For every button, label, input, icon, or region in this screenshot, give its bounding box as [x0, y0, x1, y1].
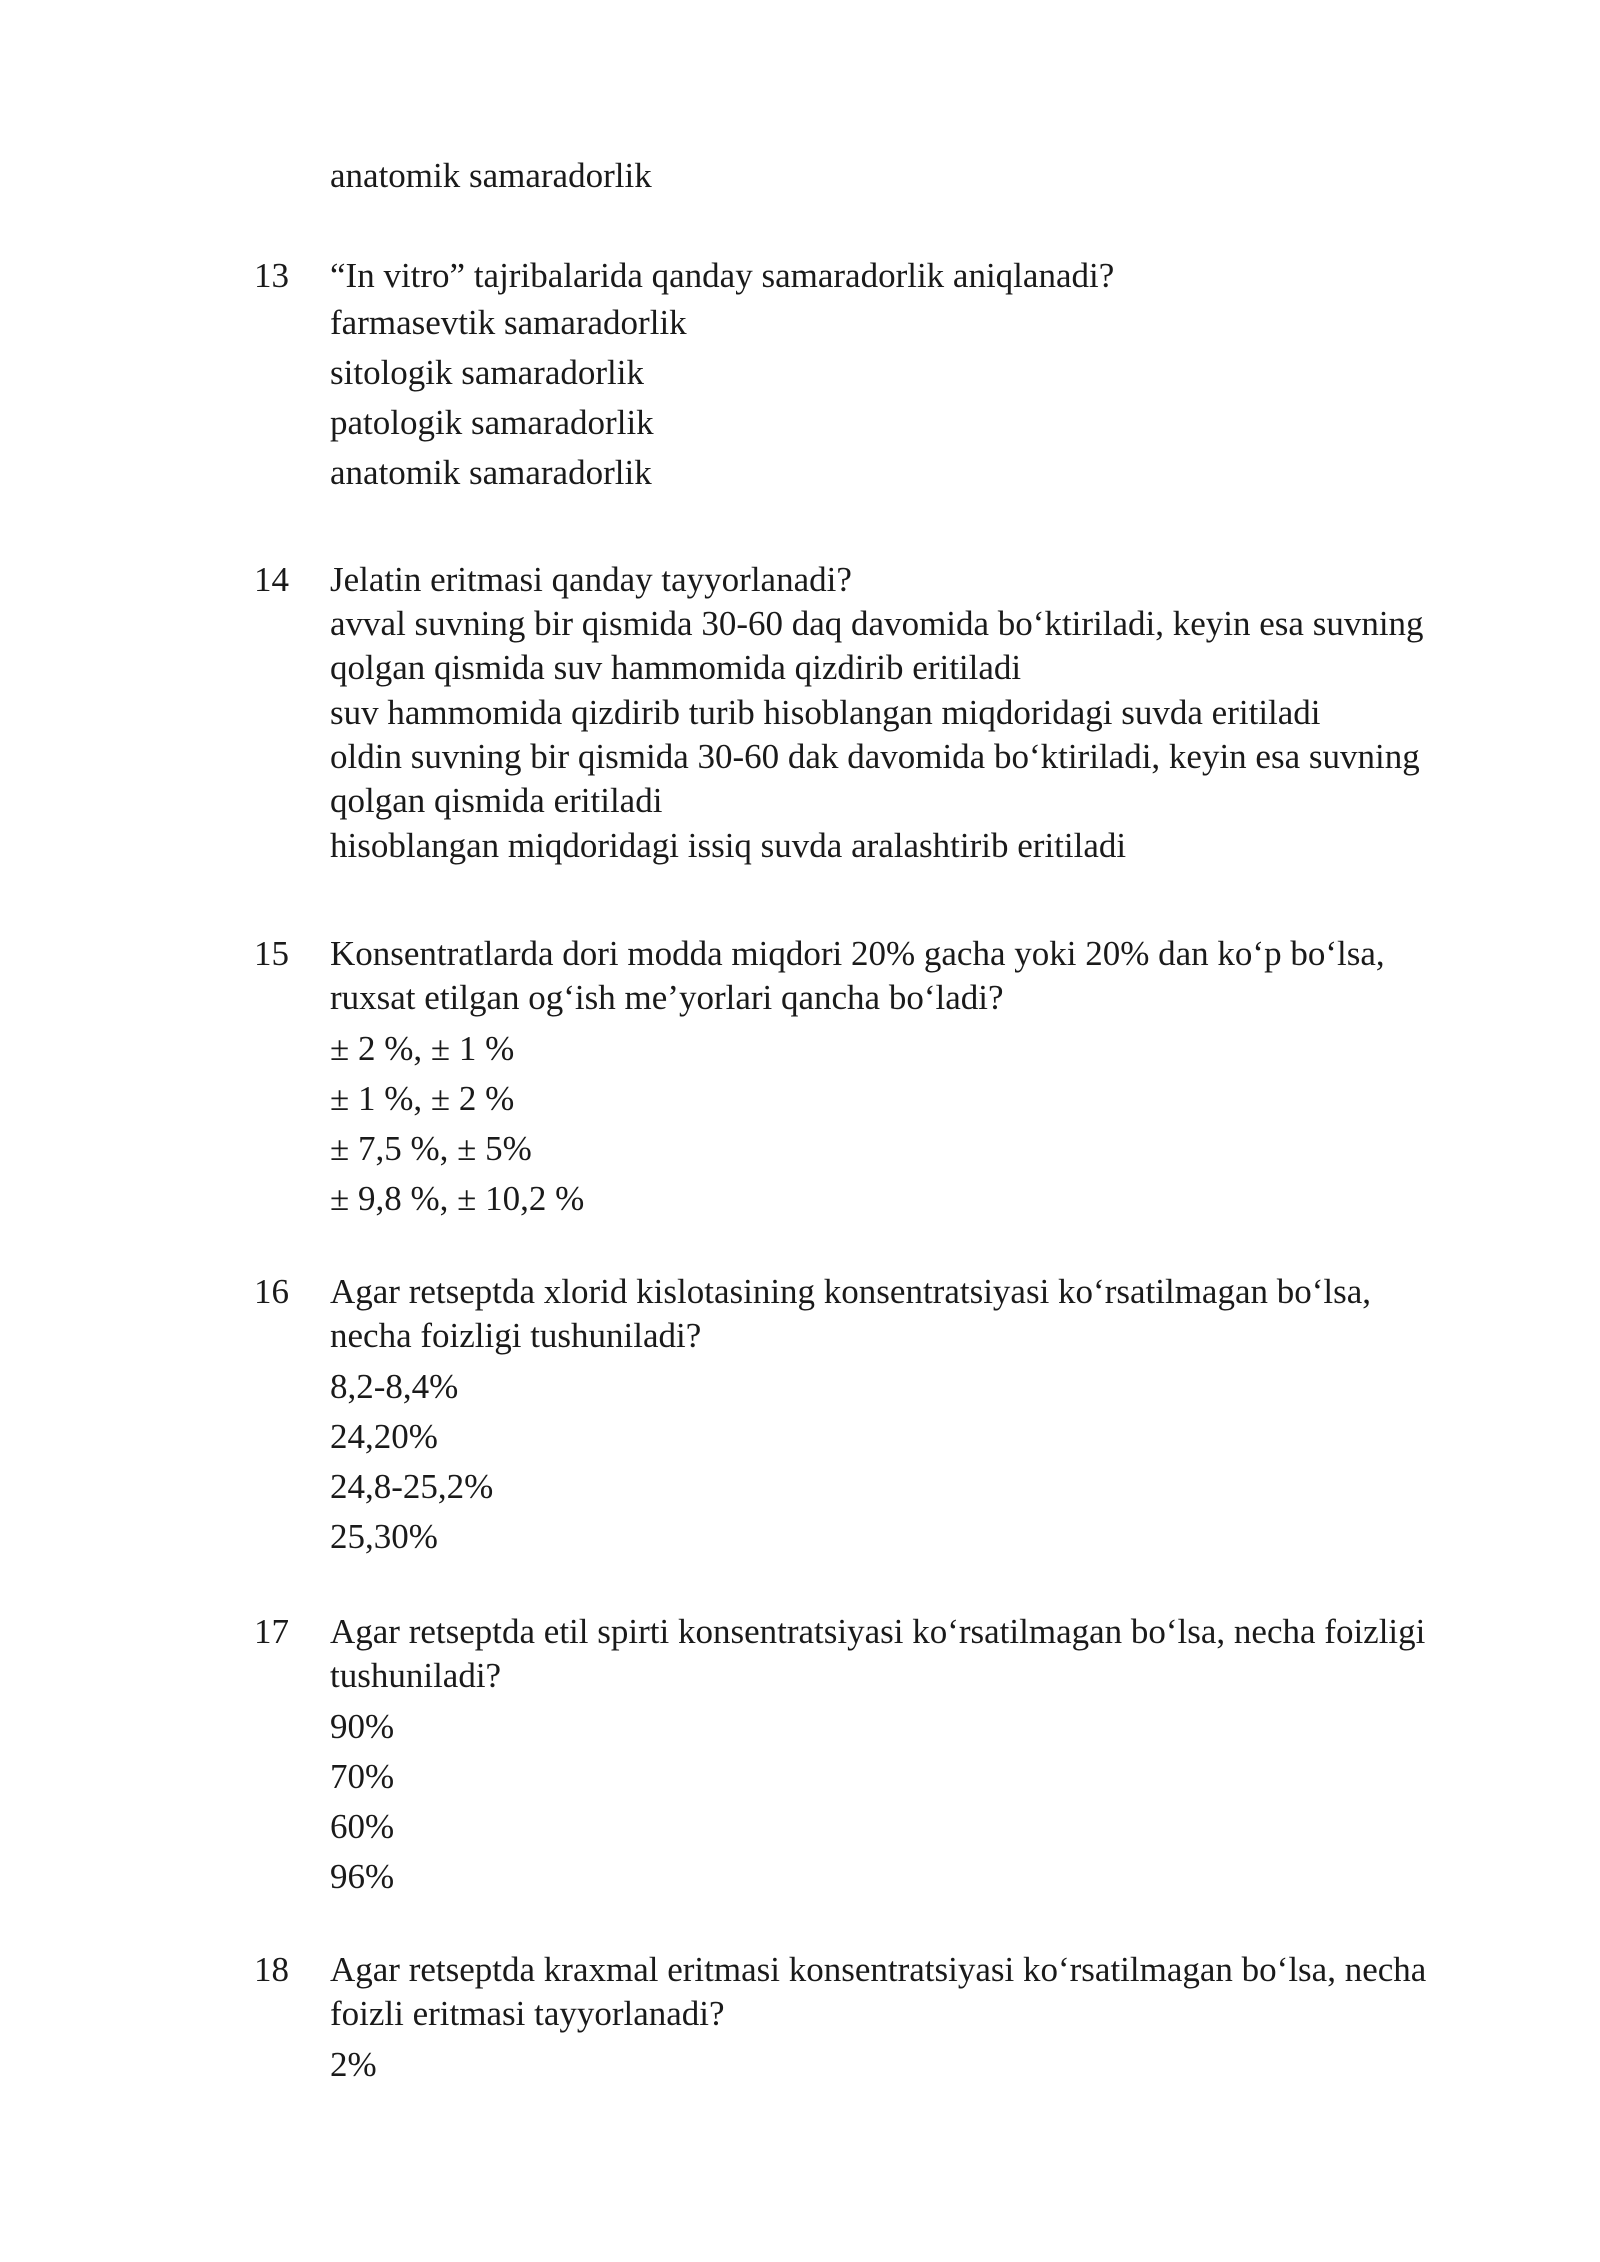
answer-option: anatomik samaradorlik — [330, 453, 652, 492]
answer-list — [330, 2040, 1480, 2090]
answer-option: 8,2-8,4% — [330, 1367, 459, 1406]
answer-option: ± 2 %, ± 1 % — [330, 1029, 515, 1068]
question-text: Agar retseptda etil spirti konsentratsiyasi ko‘rsatilmagan bo‘lsa, necha foizligi tushuniladi? — [330, 1612, 1426, 1695]
question-number: 15 — [254, 934, 289, 973]
answer-option: 24,20% — [330, 1417, 438, 1456]
question-text: Agar retseptda xlorid kislotasining konsentratsiyasi ko‘rsatilmagan bo‘lsa, necha foizligi tushuniladi? — [330, 1272, 1372, 1355]
answer-list — [330, 1362, 1480, 1562]
question-number: 13 — [254, 256, 289, 295]
answer-option: 60% — [330, 1807, 395, 1846]
answer-option: 70% — [330, 1757, 395, 1796]
question-body — [330, 1948, 1480, 2090]
answer-option: suv hammomida qizdirib turib hisoblangan miqdoridagi suvda eritiladi — [330, 693, 1321, 732]
answer-option: patologik samaradorlik — [330, 403, 654, 442]
answer-option: oldin suvning bir qismida 30-60 dak davomida bo‘ktiriladi, keyin esa suvning qolgan qismida eritiladi — [330, 737, 1420, 820]
answer-list — [330, 1702, 1480, 1902]
question-text: Konsentratlarda dori modda miqdori 20% gacha yoki 20% dan ko‘p bo‘lsa, ruxsat etilgan og‘ish me’yorlari qancha bo‘ladi? — [330, 934, 1385, 1017]
answer-option: ± 9,8 %, ± 10,2 % — [330, 1179, 585, 1218]
question-text: Agar retseptda kraxmal eritmasi konsentratsiyasi ko‘rsatilmagan bo‘lsa, necha foizli eritmasi tayyorlanadi? — [330, 1950, 1427, 2033]
question-text: Jelatin eritmasi qanday tayyorlanadi? — [330, 560, 852, 599]
answer-option: 96% — [330, 1857, 395, 1896]
answer-list — [330, 602, 1480, 868]
answer-option: 2% — [330, 2045, 377, 2084]
answer-list — [330, 1024, 1480, 1224]
question-number: 14 — [254, 560, 289, 599]
question-body — [330, 254, 1480, 498]
question-body — [330, 558, 1480, 868]
answer-option: hisoblangan miqdoridagi issiq suvda aralashtirib eritiladi — [330, 826, 1127, 865]
question-number: 16 — [254, 1272, 289, 1311]
answer-option: ± 1 %, ± 2 % — [330, 1079, 515, 1118]
question-body — [330, 932, 1480, 1224]
answer-list — [330, 298, 1480, 498]
question-number: 17 — [254, 1612, 289, 1651]
question-number: 18 — [254, 1950, 289, 1989]
question-body — [330, 1270, 1480, 1562]
previous-question-last-answer: anatomik samaradorlik — [330, 156, 652, 195]
answer-option: farmasevtik samaradorlik — [330, 303, 687, 342]
answer-option: sitologik samaradorlik — [330, 353, 644, 392]
answer-option: 90% — [330, 1707, 395, 1746]
question-text: “In vitro” tajribalarida qanday samaradorlik aniqlanadi? — [330, 256, 1115, 295]
answer-option: avval suvning bir qismida 30-60 daq davomida bo‘ktiriladi, keyin esa suvning qolgan qismida suv hammomida qizdirib eritiladi — [330, 604, 1424, 687]
answer-option: ± 7,5 %, ± 5% — [330, 1129, 532, 1168]
answer-option: 25,30% — [330, 1517, 438, 1556]
question-body — [330, 1610, 1480, 1902]
answer-option: 24,8-25,2% — [330, 1467, 494, 1506]
